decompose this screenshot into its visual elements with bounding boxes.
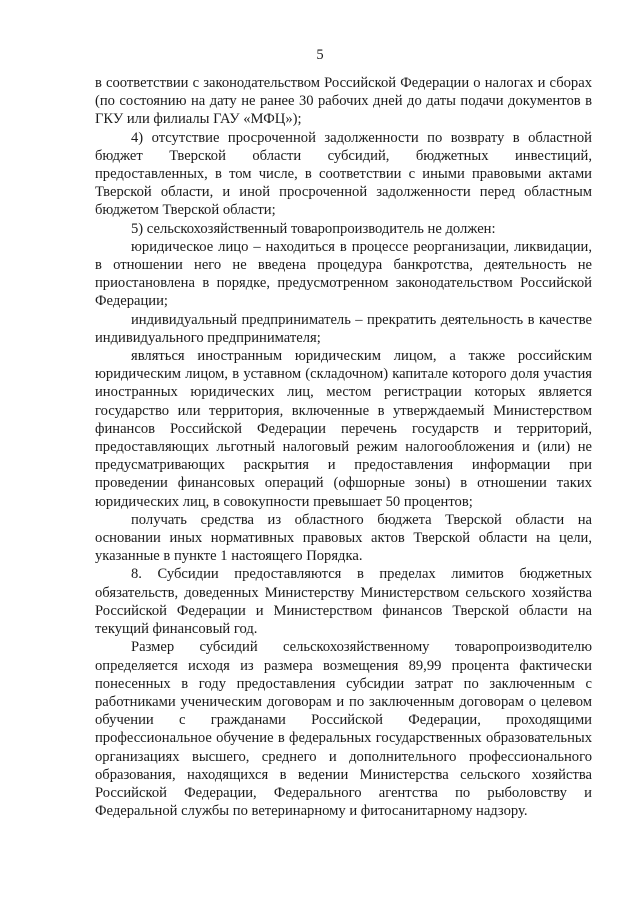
paragraph-legal-entity: юридическое лицо – находиться в процессе реорганизации, ликвидации, в отношении него не введена процедура банкротства, деятельность не приостановлена в порядке, предусмотренном законодательством Российской Федерации; [95,238,592,310]
paragraph-subsidy-size: Размер субсидий сельскохозяйственному товаропроизводителю определяется исходя из размера возмещения 89,99 процента фактически понесенных в году предоставления субсидии затрат по заключенным с работниками ученическим договорам и по заключенным договорам о целевом обучении с гражданами Российской Федерации, проходящими профессиональное обучение в федеральных государственных образовательных организациях высшего, среднего и дополнительного профессионального образования, находящихся в ведении Министерства сельского хозяйства Российской Федерации, Федерального агентства по рыболовству и Федеральной службы по ветеринарному и фитосанитарному надзору. [95,639,592,820]
page-number: 5 [316,47,324,63]
document-body [95,74,592,820]
paragraph-item-8: 8. Субсидии предоставляются в пределах лимитов бюджетных обязательств, доведенных Министерству Министерством сельского хозяйства Российской Федерации и Министерством финансов Тверской области на текущий финансовый год. [95,566,592,638]
paragraph-entrepreneur: индивидуальный предприниматель – прекратить деятельность в качестве индивидуального предпринимателя; [95,311,592,346]
paragraph-other-funds: получать средства из областного бюджета Тверской области на основании иных нормативных правовых актов Тверской области на цели, указанные в пункте 1 настоящего Порядка. [95,511,592,565]
paragraph-item-5: 5) сельскохозяйственный товаропроизводитель не должен: [131,220,496,237]
paragraph-item-4: 4) отсутствие просроченной задолженности по возврату в областной бюджет Тверской области субсидий, бюджетных инвестиций, предоставленных, в том числе, в соответствии с иными правовыми актами Тверской области, и иной просроченной задолженности перед областным бюджетом Тверской области; [95,129,592,219]
paragraph-foreign-entity: являться иностранным юридическим лицом, а также российским юридическим лицом, в уставном (складочном) капитале которого доля участия иностранных юридических лиц, местом регистрации которых является государство или территория, включенные в утверждаемый Министерством финансов Российской Федерации перечень государств и территорий, предоставляющих льготный налоговый режим налогообложения и (или) не предусматривающих раскрытия и предоставления информации при проведении финансовых операций (офшорные зоны) в отношении таких юридических лиц, в совокупности превышает 50 процентов; [95,348,592,510]
paragraph-tax-compliance: в соответствии с законодательством Российской Федерации о налогах и сборах (по состоянию на дату не ранее 30 рабочих дней до даты подачи документов в ГКУ или филиалы ГАУ «МФЦ»); [95,75,592,128]
